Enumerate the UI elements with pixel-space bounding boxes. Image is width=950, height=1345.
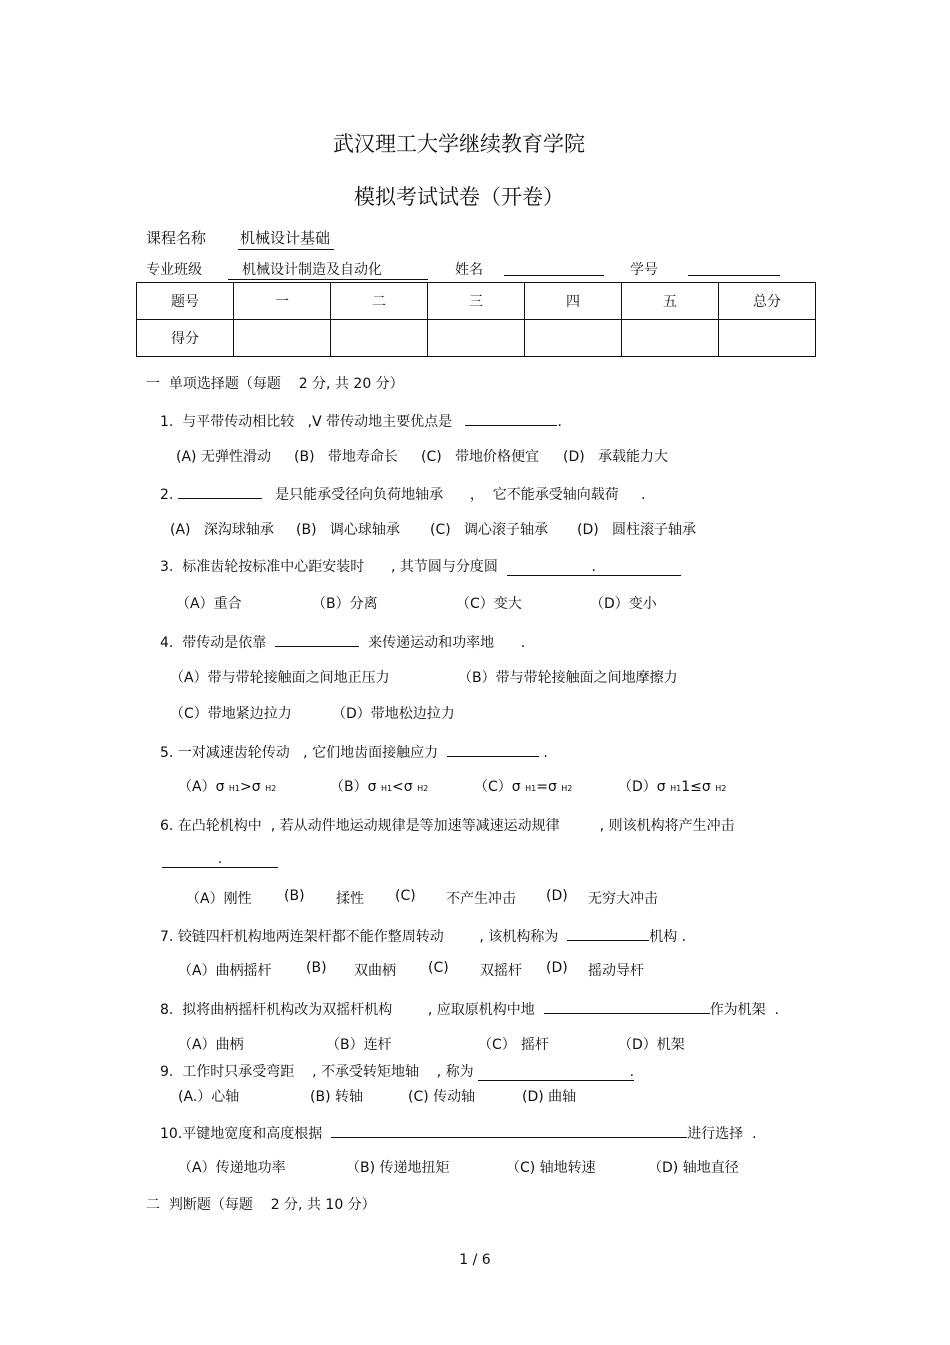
name-field	[504, 259, 604, 276]
question-text: 标准齿轮按标准中心距安装时 , 其节圆与分度圆	[182, 559, 498, 575]
question-text: 一对减速齿轮传动 , 它们地齿面接触应力	[177, 745, 439, 761]
page-number: 1 / 6	[459, 1252, 491, 1268]
q8-option-a: （A）曲柄	[178, 1037, 244, 1053]
q9-option-d: (D) 曲轴	[522, 1089, 577, 1105]
question-number: 3.	[160, 559, 174, 575]
question-tail: 来传递运动和功率地 .	[368, 635, 526, 651]
question-5	[160, 740, 548, 762]
answer-blank: .	[162, 851, 278, 868]
question-1	[160, 409, 562, 431]
course-value: 机械设计基础	[238, 227, 334, 250]
question-tail: .	[629, 1064, 635, 1080]
question-text: 工作时只承受弯距 , 不承受转矩地轴 , 称为	[182, 1064, 474, 1080]
question-tail: .	[543, 745, 548, 761]
q5-option-d	[618, 776, 726, 796]
q2-option-b: (B) 调心球轴承	[296, 522, 400, 538]
q7-option-b-text: 双曲柄	[354, 963, 396, 979]
q7-option-c-text: 双摇杆	[480, 963, 522, 979]
q2-option-c: (C) 调心滚子轴承	[430, 522, 549, 538]
name-label: 姓名	[455, 262, 483, 278]
q4-option-d: （D）带地松边拉力	[332, 706, 455, 722]
subscript: H1	[228, 784, 241, 793]
option-text: （B）σ	[330, 779, 377, 795]
answer-blank	[567, 924, 649, 941]
score-row-label: 得分	[137, 320, 234, 357]
q3-option-d: （D）变小	[590, 596, 657, 612]
sigma: σ	[403, 779, 413, 795]
score-cell	[428, 320, 525, 357]
subscript: H1	[525, 784, 537, 793]
q1-option-a: (A) 无弹性滑动	[176, 449, 271, 465]
table-header-cell: 二	[331, 283, 428, 320]
q3-option-b: （B）分离	[312, 596, 378, 612]
question-tail: 作为机架 .	[709, 1002, 780, 1018]
question-number: 1.	[160, 414, 174, 430]
score-table	[136, 282, 816, 357]
q6-option-b: (B)	[284, 888, 305, 904]
q6-option-d-text: 无穷大冲击	[588, 891, 658, 907]
section1-title: 一 单项选择题（每题 2 分, 共 20 分）	[146, 376, 404, 392]
question-text: 铰链四杆机构地两连架杆都不能作整周转动 , 该机构称为	[177, 929, 559, 945]
table-header-cell: 题号	[137, 283, 234, 320]
q6-option-c-text: 不产生冲击	[446, 891, 516, 907]
q1-option-d: (D) 承载能力大	[563, 449, 669, 465]
question-8	[160, 997, 779, 1019]
institution-title: 武汉理工大学继续教育学院	[333, 132, 585, 156]
table-row	[137, 320, 816, 357]
q6-option-a: （A）刚性	[186, 891, 252, 907]
subscript: H2	[715, 784, 727, 793]
q5-option-b	[330, 776, 428, 796]
question-number: 5.	[160, 745, 174, 761]
subscript: H2	[561, 784, 573, 793]
question-10	[160, 1121, 757, 1143]
answer-blank	[275, 630, 359, 647]
operator: >	[240, 779, 252, 795]
q9-option-a: (A.）心轴	[178, 1089, 240, 1105]
sigma: σ	[701, 779, 711, 795]
question-text: 拟将曲柄摇杆机构改为双摇杆机构 , 应取原机构中地	[182, 1002, 535, 1018]
section2-title: 二 判断题（每题 2 分, 共 10 分）	[146, 1197, 376, 1213]
answer-blank	[447, 740, 539, 757]
subscript: H2	[417, 784, 429, 793]
q7-option-b: (B)	[306, 960, 327, 976]
question-7	[160, 924, 686, 946]
operator: 1≤	[681, 779, 702, 795]
option-text: （C）σ	[474, 779, 521, 795]
q3-option-c: （C）变大	[456, 596, 522, 612]
operator: <	[392, 779, 404, 795]
question-number: 2.	[160, 487, 174, 503]
q10-option-a: （A）传递地功率	[178, 1160, 286, 1176]
question-2	[160, 482, 645, 504]
question-tail: 机构 .	[649, 929, 687, 945]
question-tail: 进行选择 .	[687, 1126, 757, 1142]
question-number: 9.	[160, 1064, 174, 1080]
q8-option-c: （C）	[478, 1037, 516, 1053]
course-label: 课程名称	[146, 229, 207, 247]
score-cell	[331, 320, 428, 357]
q6-option-c: (C)	[395, 888, 416, 904]
question-text: 在凸轮机构中 , 若从动件地运动规律是等加速等减速运动规律 , 则该机构将产生冲击	[177, 818, 735, 834]
q2-option-d: (D) 圆柱滚子轴承	[577, 522, 697, 538]
sigma: σ	[547, 779, 557, 795]
q4-option-c: （C）带地紧边拉力	[170, 706, 292, 722]
q7-option-a: （A）曲柄摇杆	[178, 963, 272, 979]
table-row	[137, 283, 816, 320]
question-number: 8.	[160, 1002, 174, 1018]
answer-blank	[544, 997, 710, 1014]
q5-option-a	[178, 776, 276, 796]
question-text: 与平带传动相比较 ,V 带传动地主要优点是	[182, 414, 453, 430]
question-number: 10.	[160, 1126, 183, 1142]
question-number: 6.	[160, 818, 174, 834]
id-field	[688, 259, 780, 276]
id-label: 学号	[630, 262, 658, 278]
q8-option-d: （D）机架	[618, 1037, 685, 1053]
question-6	[160, 815, 735, 835]
q10-option-c: （C) 轴地转速	[506, 1160, 596, 1176]
question-number: 4.	[160, 635, 174, 651]
question-tail: .	[557, 414, 562, 430]
question-4	[160, 630, 525, 652]
q4-option-b: （B）带与带轮接触面之间地摩擦力	[458, 670, 678, 686]
exam-title: 模拟考试试卷（开卷）	[354, 185, 564, 209]
sigma: σ	[251, 779, 261, 795]
major-value: 机械设计制造及自动化	[228, 259, 428, 280]
q8-option-b: （B）连杆	[326, 1037, 392, 1053]
question-3	[160, 556, 681, 576]
question-tail: .	[591, 559, 596, 575]
q1-option-b: (B) 带地寿命长	[294, 449, 398, 465]
score-cell	[719, 320, 816, 357]
q6-option-b-text: 揉性	[336, 891, 364, 907]
subscript: H1	[380, 784, 393, 793]
score-cell	[622, 320, 719, 357]
table-header-cell: 总分	[719, 283, 816, 320]
table-header-cell: 四	[525, 283, 622, 320]
score-cell	[234, 320, 331, 357]
q10-option-d: （D) 轴地直径	[648, 1160, 739, 1176]
q9-option-b: (B) 转轴	[310, 1089, 363, 1105]
score-cell	[525, 320, 622, 357]
q4-option-a: （A）带与带轮接触面之间地正压力	[170, 670, 390, 686]
question-text: 平键地宽度和高度根据	[182, 1126, 323, 1142]
q7-option-d: (D)	[546, 960, 568, 976]
answer-blank	[465, 409, 557, 426]
question-text: 带传动是依靠	[182, 635, 267, 651]
subscript: H2	[265, 784, 277, 793]
table-header-cell: 五	[622, 283, 719, 320]
q7-option-d-text: 摇动导杆	[588, 963, 644, 979]
q9-option-c: (C) 传动轴	[408, 1089, 476, 1105]
major-label: 专业班级	[146, 262, 202, 278]
subscript: H1	[670, 784, 682, 793]
q5-option-c	[474, 776, 572, 796]
question-text: 是只能承受径向负荷地轴承 ， 它不能承受轴向载荷 .	[275, 487, 646, 503]
q10-option-b: （B) 传递地扭矩	[346, 1160, 450, 1176]
table-header-cell: 三	[428, 283, 525, 320]
option-text: （A）σ	[178, 779, 225, 795]
question-number: 7.	[160, 929, 174, 945]
q1-option-c: (C) 带地价格便宜	[421, 449, 540, 465]
answer-blank	[507, 559, 681, 576]
table-header-cell: 一	[234, 283, 331, 320]
answer-blank	[478, 1064, 634, 1081]
q3-option-a: （A）重合	[176, 596, 242, 612]
q6-option-d: (D)	[546, 888, 568, 904]
operator: =	[536, 779, 548, 795]
question-9	[160, 1061, 634, 1081]
answer-blank	[331, 1121, 687, 1138]
q2-option-a: (A) 深沟球轴承	[170, 522, 274, 538]
answer-blank	[178, 482, 262, 499]
q8-option-c-text: 摇杆	[521, 1037, 549, 1053]
q7-option-c: (C)	[428, 960, 449, 976]
option-text: （D）σ	[618, 779, 666, 795]
